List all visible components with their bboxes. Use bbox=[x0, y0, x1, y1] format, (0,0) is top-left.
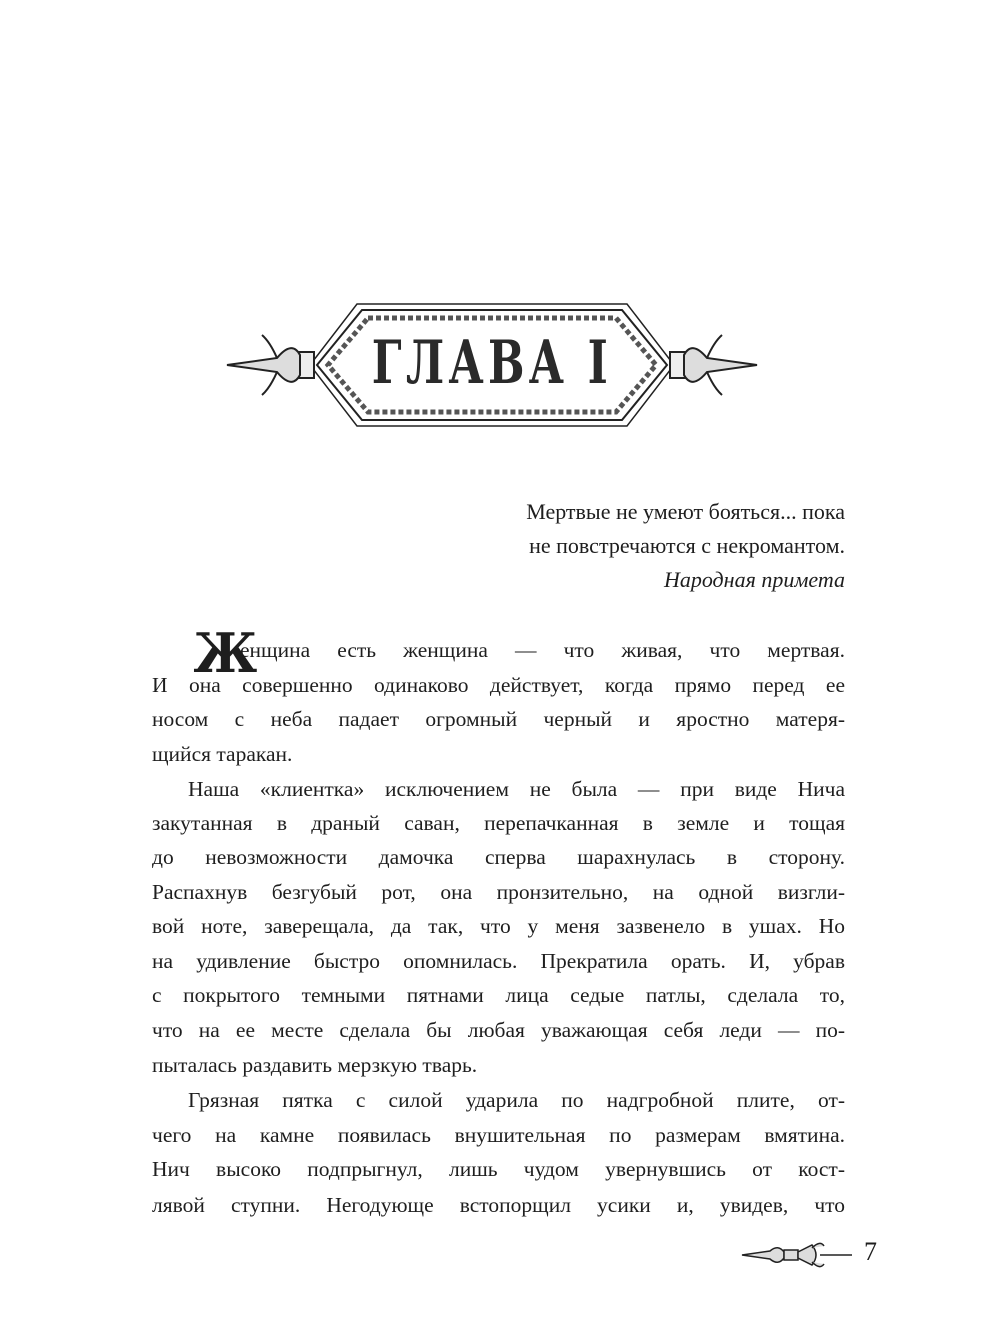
text-line: носом с неба падает огромный черный и яростно матеря- bbox=[152, 707, 845, 731]
text-line: Нич высоко подпрыгнул, лишь чудом увернувшись от кост- bbox=[152, 1157, 845, 1181]
page-ornament-icon bbox=[740, 1240, 855, 1270]
text-line: Наша «клиентка» исключением не была — при виде Нича bbox=[188, 777, 845, 801]
text-line: щийся таракан. bbox=[152, 742, 293, 766]
text-line: что на ее месте сделала бы любая уважающая себя леди — по- bbox=[152, 1018, 845, 1042]
text-line: енщина есть женщина — что живая, что мертвая. bbox=[240, 638, 845, 662]
text-line: И она совершенно одинаково действует, когда прямо перед ее bbox=[152, 673, 845, 697]
text-line: на удивление быстро опомнилась. Прекратила орать. И, убрав bbox=[152, 949, 845, 973]
text-line: чего на камне появилась внушительная по размерам вмятина. bbox=[152, 1123, 845, 1147]
text-line: до невозможности дамочка сперва шарахнулась в сторону. bbox=[152, 845, 845, 869]
epigraph-source: Народная примета bbox=[663, 567, 845, 592]
chapter-banner bbox=[222, 300, 762, 430]
text-line: Грязная пятка с силой ударила по надгробной плите, от- bbox=[188, 1088, 845, 1112]
epigraph-line: не повстречаются с некромантом. bbox=[529, 533, 845, 558]
text-line: с покрытого темными пятнами лица седые патлы, сделала то, bbox=[152, 983, 845, 1007]
text-line: лявой ступни. Негодующе встопорщил усики и, увидев, что bbox=[152, 1193, 845, 1217]
text-line: вой ноте, заверещала, да так, что у меня зазвенело в ушах. Но bbox=[152, 914, 845, 938]
text-line: пыталась раздавить мерзкую тварь. bbox=[152, 1053, 478, 1077]
text-line: Распахнув безгубый рот, она пронзительно, на одной визгли- bbox=[152, 880, 845, 904]
page-number: 7 bbox=[864, 1237, 877, 1266]
text-line: закутанная в драный саван, перепачканная в земле и тощая bbox=[152, 811, 845, 835]
drop-cap: Ж bbox=[193, 621, 258, 685]
chapter-title: ГЛАВА I bbox=[371, 328, 613, 398]
epigraph-line: Мертвые не умеют бояться... пока bbox=[526, 499, 845, 524]
